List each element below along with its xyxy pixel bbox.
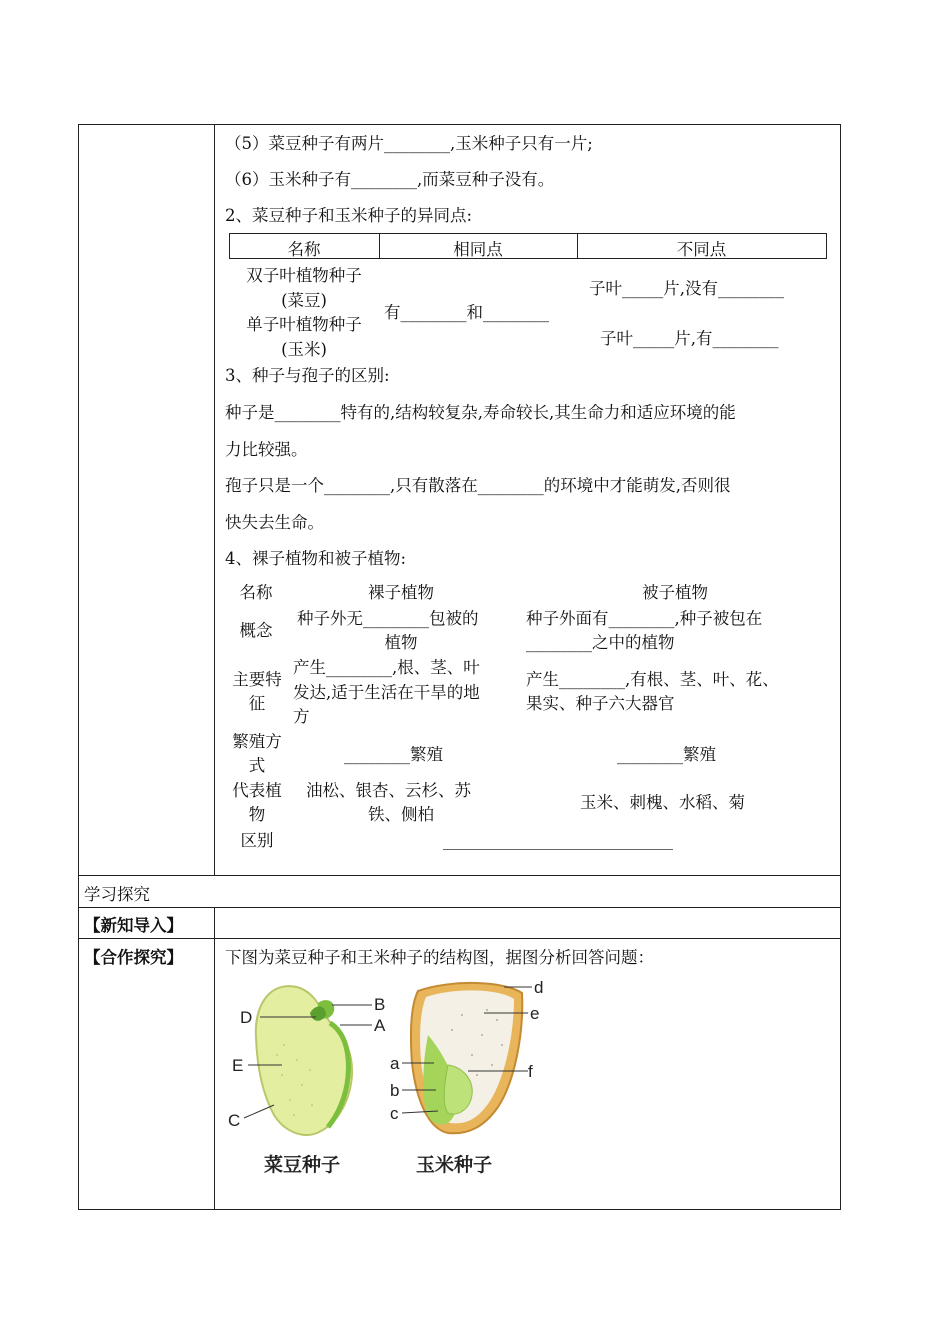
seed-definition-line2: 力比较强。	[225, 440, 308, 459]
plant-table-header-name: 名称	[239, 583, 273, 602]
figure-question: 下图为菜豆种子和王米种子的结构图，据图分析回答问题：	[225, 948, 654, 967]
gymno-examples-line1: 油松、银杏、云杉、苏	[306, 781, 471, 800]
monocot-name-line1: 单子叶植物种子	[246, 315, 362, 334]
gymno-feature-line3: 方	[293, 707, 310, 726]
spore-definition-line1: 孢子只是一个________,只有散落在________的环境中才能萌发,否则很	[225, 476, 731, 495]
angio-concept-line2: ________之中的植物	[526, 633, 675, 652]
angio-feature-line1: 产生________,有根、茎、叶、花、	[526, 670, 779, 689]
bean-label-A: A	[374, 1016, 386, 1035]
table-col-divider-top	[214, 124, 215, 875]
plant-table-header-angio: 被子植物	[642, 583, 708, 602]
table-row-divider-coop	[78, 938, 841, 939]
monocot-differences: 子叶_____片,有________	[600, 329, 779, 348]
table-border-top	[78, 124, 841, 125]
question-5: （5）菜豆种子有两片________,玉米种子只有一片;	[225, 134, 593, 153]
table-row-divider-new	[78, 907, 841, 908]
seed-definition-line1: 种子是________特有的,结构较复杂,寿命较长,其生命力和适应环境的能	[225, 403, 736, 422]
gymno-feature-line2: 发达,适于生活在干旱的地	[293, 683, 480, 702]
row-difference-label: 区别	[240, 831, 274, 850]
corn-label-a: a	[390, 1054, 400, 1073]
bean-label-D: D	[240, 1008, 253, 1027]
angio-feature-line2: 果实、种子六大器官	[526, 694, 675, 713]
gymno-concept-line2: 植物	[384, 633, 418, 652]
bean-caption: 菜豆种子	[264, 1154, 341, 1176]
row-reproduction-label-b: 式	[248, 756, 266, 775]
table-border-left	[78, 124, 79, 1210]
new-knowledge-label: 【新知导入】	[84, 916, 183, 935]
corn-label-f: f	[528, 1062, 533, 1081]
row-feature-label-a: 主要特	[232, 670, 282, 689]
corn-caption: 玉米种子	[416, 1154, 493, 1176]
angio-reproduction: ________繁殖	[617, 745, 716, 764]
bean-label-B: B	[374, 995, 386, 1014]
bean-label-E: E	[232, 1056, 244, 1075]
gymno-reproduction: ________繁殖	[344, 745, 443, 764]
section-2-heading: 2、菜豆种子和玉米种子的异同点:	[225, 206, 473, 225]
row-feature-label-b: 征	[248, 694, 266, 713]
table-col-divider-bottom	[214, 907, 215, 1209]
table-border-right	[840, 124, 841, 1210]
row-concept-label: 概念	[239, 621, 273, 640]
plant-table-header-gymno: 裸子植物	[368, 583, 434, 602]
cooperate-label: 【合作探究】	[84, 948, 183, 967]
angio-examples: 玉米、刺槐、水稻、菊	[580, 793, 745, 812]
same-features: 有________和________	[384, 303, 549, 322]
corn-seed-drawing	[411, 983, 522, 1133]
corn-label-d: d	[534, 978, 544, 997]
dicot-differences: 子叶_____片,没有________	[589, 279, 784, 298]
row-example-label-b: 物	[248, 805, 266, 824]
monocot-name-line2: (玉米)	[281, 340, 327, 359]
gymno-concept-line1: 种子外无________包被的	[297, 609, 479, 628]
corn-label-b: b	[390, 1081, 400, 1100]
seed-structure-figure	[222, 975, 562, 1185]
row-reproduction-label-a: 繁殖方	[232, 732, 282, 751]
spore-definition-line2: 快失去生命。	[225, 513, 324, 532]
corn-label-e: e	[530, 1004, 540, 1023]
table-border-bottom	[78, 1209, 841, 1210]
compare-header-diff: 不同点	[676, 240, 727, 259]
bean-label-C: C	[228, 1111, 241, 1130]
section-3-heading: 3、种子与孢子的区别:	[225, 366, 390, 385]
compare-table-top	[229, 233, 827, 234]
gymno-feature-line1: 产生________,根、茎、叶	[293, 658, 480, 677]
gymno-examples-line2: 铁、侧柏	[368, 805, 434, 824]
difference-answer-blank	[443, 849, 673, 850]
compare-table-right	[826, 233, 827, 259]
compare-header-name: 名称	[287, 240, 321, 259]
dicot-name-line1: 双子叶植物种子	[246, 266, 362, 285]
section-4-heading: 4、裸子植物和被子植物:	[225, 549, 407, 568]
table-row-divider-study	[78, 875, 841, 876]
bean-seed-drawing	[256, 986, 352, 1135]
angio-concept-line1: 种子外面有________,种子被包在	[526, 609, 763, 628]
compare-header-same: 相同点	[453, 240, 503, 259]
row-example-label-a: 代表植	[232, 781, 282, 800]
corn-label-c: c	[390, 1104, 399, 1123]
question-6: （6）玉米种子有________,而菜豆种子没有。	[225, 170, 555, 189]
study-section-title: 学习探究	[84, 885, 150, 904]
dicot-name-line2: (菜豆)	[281, 291, 327, 310]
